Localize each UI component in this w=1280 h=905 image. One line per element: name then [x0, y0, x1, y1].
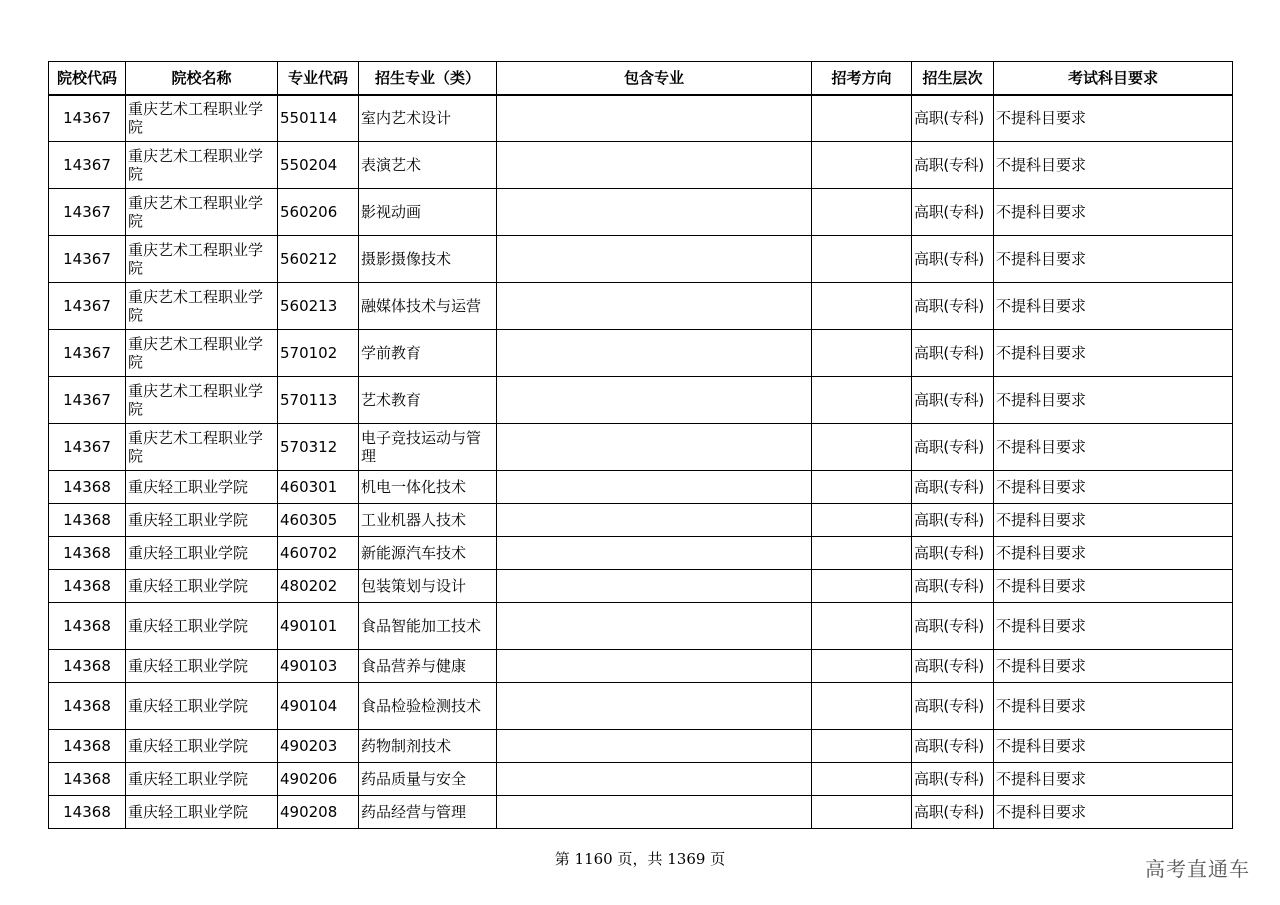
table-row	[49, 142, 1233, 189]
header-included-majors: 包含专业	[497, 62, 812, 95]
cell-included-majors	[497, 796, 812, 829]
cell-direction	[812, 796, 912, 829]
table-row	[49, 283, 1233, 330]
cell-school-name: 重庆艺术工程职业学院	[126, 330, 278, 377]
cell-school-code: 14368	[49, 796, 126, 829]
cell-school-code: 14368	[49, 603, 126, 650]
cell-major-code: 490203	[278, 730, 359, 763]
table-row	[49, 570, 1233, 603]
cell-level: 高职(专科)	[912, 283, 994, 330]
cell-level: 高职(专科)	[912, 330, 994, 377]
cell-included-majors	[497, 236, 812, 283]
cell-requirement: 不提科目要求	[994, 236, 1233, 283]
cell-requirement: 不提科目要求	[994, 424, 1233, 471]
table-row	[49, 377, 1233, 424]
cell-direction	[812, 763, 912, 796]
cell-major: 工业机器人技术	[359, 504, 497, 537]
cell-major: 食品智能加工技术	[359, 603, 497, 650]
table-row	[49, 471, 1233, 504]
cell-school-name: 重庆轻工职业学院	[126, 537, 278, 570]
cell-included-majors	[497, 377, 812, 424]
cell-major: 食品营养与健康	[359, 650, 497, 683]
cell-direction	[812, 471, 912, 504]
cell-school-name: 重庆艺术工程职业学院	[126, 283, 278, 330]
cell-included-majors	[497, 650, 812, 683]
table-row	[49, 796, 1233, 829]
cell-level: 高职(专科)	[912, 763, 994, 796]
cell-school-name: 重庆艺术工程职业学院	[126, 189, 278, 236]
cell-requirement: 不提科目要求	[994, 570, 1233, 603]
cell-level: 高职(专科)	[912, 796, 994, 829]
cell-direction	[812, 730, 912, 763]
cell-school-code: 14367	[49, 142, 126, 189]
cell-school-name: 重庆轻工职业学院	[126, 730, 278, 763]
table-row	[49, 504, 1233, 537]
cell-school-name: 重庆艺术工程职业学院	[126, 377, 278, 424]
cell-school-code: 14368	[49, 650, 126, 683]
cell-direction	[812, 330, 912, 377]
cell-major: 表演艺术	[359, 142, 497, 189]
cell-requirement: 不提科目要求	[994, 189, 1233, 236]
cell-school-code: 14367	[49, 330, 126, 377]
cell-requirement: 不提科目要求	[994, 730, 1233, 763]
cell-included-majors	[497, 471, 812, 504]
cell-major: 艺术教育	[359, 377, 497, 424]
cell-included-majors	[497, 504, 812, 537]
table-body	[49, 95, 1233, 829]
cell-requirement: 不提科目要求	[994, 504, 1233, 537]
page-number: 第 1160 页，共 1369 页	[554, 850, 726, 868]
cell-major: 药品经营与管理	[359, 796, 497, 829]
cell-major: 机电一体化技术	[359, 471, 497, 504]
cell-major-code: 560212	[278, 236, 359, 283]
cell-level: 高职(专科)	[912, 424, 994, 471]
header-school-code: 院校代码	[49, 62, 126, 95]
cell-school-name: 重庆轻工职业学院	[126, 471, 278, 504]
cell-major: 新能源汽车技术	[359, 537, 497, 570]
cell-included-majors	[497, 189, 812, 236]
cell-school-name: 重庆艺术工程职业学院	[126, 424, 278, 471]
cell-major-code: 560213	[278, 283, 359, 330]
cell-major-code: 490103	[278, 650, 359, 683]
cell-requirement: 不提科目要求	[994, 142, 1233, 189]
cell-level: 高职(专科)	[912, 142, 994, 189]
cell-included-majors	[497, 330, 812, 377]
cell-major: 影视动画	[359, 189, 497, 236]
cell-level: 高职(专科)	[912, 570, 994, 603]
table-row	[49, 189, 1233, 236]
cell-requirement: 不提科目要求	[994, 95, 1233, 142]
table-row	[49, 650, 1233, 683]
cell-school-code: 14368	[49, 504, 126, 537]
cell-major: 学前教育	[359, 330, 497, 377]
cell-level: 高职(专科)	[912, 650, 994, 683]
cell-included-majors	[497, 683, 812, 730]
cell-school-name: 重庆艺术工程职业学院	[126, 236, 278, 283]
cell-requirement: 不提科目要求	[994, 763, 1233, 796]
cell-major-code: 570312	[278, 424, 359, 471]
cell-included-majors	[497, 603, 812, 650]
cell-level: 高职(专科)	[912, 95, 994, 142]
table-row	[49, 95, 1233, 142]
cell-level: 高职(专科)	[912, 236, 994, 283]
cell-requirement: 不提科目要求	[994, 330, 1233, 377]
cell-requirement: 不提科目要求	[994, 603, 1233, 650]
cell-direction	[812, 537, 912, 570]
cell-major: 室内艺术设计	[359, 95, 497, 142]
cell-school-code: 14367	[49, 236, 126, 283]
header-major-code: 专业代码	[278, 62, 359, 95]
cell-major: 融媒体技术与运营	[359, 283, 497, 330]
cell-level: 高职(专科)	[912, 504, 994, 537]
cell-school-code: 14368	[49, 730, 126, 763]
cell-school-code: 14367	[49, 377, 126, 424]
header-school-name: 院校名称	[126, 62, 278, 95]
cell-included-majors	[497, 142, 812, 189]
cell-school-name: 重庆艺术工程职业学院	[126, 142, 278, 189]
header-level: 招生层次	[912, 62, 994, 95]
cell-level: 高职(专科)	[912, 683, 994, 730]
cell-direction	[812, 570, 912, 603]
cell-requirement: 不提科目要求	[994, 683, 1233, 730]
cell-school-name: 重庆艺术工程职业学院	[126, 95, 278, 142]
cell-level: 高职(专科)	[912, 189, 994, 236]
cell-school-code: 14367	[49, 424, 126, 471]
cell-major-code: 550114	[278, 95, 359, 142]
cell-major-code: 570102	[278, 330, 359, 377]
header-direction: 招考方向	[812, 62, 912, 95]
cell-direction	[812, 142, 912, 189]
cell-requirement: 不提科目要求	[994, 650, 1233, 683]
cell-level: 高职(专科)	[912, 603, 994, 650]
cell-direction	[812, 650, 912, 683]
cell-major-code: 490101	[278, 603, 359, 650]
cell-direction	[812, 683, 912, 730]
cell-major: 包装策划与设计	[359, 570, 497, 603]
cell-major-code: 490208	[278, 796, 359, 829]
table-row	[49, 330, 1233, 377]
cell-major: 电子竞技运动与管理	[359, 424, 497, 471]
cell-included-majors	[497, 570, 812, 603]
table-row	[49, 683, 1233, 730]
watermark: 高考直通车	[1145, 857, 1250, 881]
cell-school-name: 重庆轻工职业学院	[126, 504, 278, 537]
cell-direction	[812, 603, 912, 650]
cell-major-code: 560206	[278, 189, 359, 236]
cell-major-code: 490206	[278, 763, 359, 796]
cell-major-code: 570113	[278, 377, 359, 424]
cell-school-name: 重庆轻工职业学院	[126, 683, 278, 730]
cell-major-code: 550204	[278, 142, 359, 189]
table-row	[49, 236, 1233, 283]
table-row	[49, 603, 1233, 650]
cell-major-code: 460305	[278, 504, 359, 537]
table-row	[49, 424, 1233, 471]
cell-major: 药品质量与安全	[359, 763, 497, 796]
cell-included-majors	[497, 95, 812, 142]
cell-requirement: 不提科目要求	[994, 471, 1233, 504]
cell-school-code: 14368	[49, 763, 126, 796]
cell-included-majors	[497, 537, 812, 570]
table-row	[49, 537, 1233, 570]
cell-requirement: 不提科目要求	[994, 377, 1233, 424]
cell-direction	[812, 377, 912, 424]
table-row	[49, 763, 1233, 796]
cell-direction	[812, 283, 912, 330]
cell-requirement: 不提科目要求	[994, 537, 1233, 570]
cell-direction	[812, 236, 912, 283]
cell-included-majors	[497, 763, 812, 796]
cell-school-code: 14368	[49, 570, 126, 603]
cell-level: 高职(专科)	[912, 471, 994, 504]
cell-school-name: 重庆轻工职业学院	[126, 796, 278, 829]
cell-direction	[812, 504, 912, 537]
table-row	[49, 730, 1233, 763]
cell-school-name: 重庆轻工职业学院	[126, 570, 278, 603]
cell-major-code: 460702	[278, 537, 359, 570]
cell-school-code: 14368	[49, 471, 126, 504]
table-header	[49, 62, 1233, 95]
cell-school-code: 14368	[49, 683, 126, 730]
cell-major: 药物制剂技术	[359, 730, 497, 763]
cell-requirement: 不提科目要求	[994, 283, 1233, 330]
header-major: 招生专业（类）	[359, 62, 497, 95]
cell-major-code: 460301	[278, 471, 359, 504]
cell-school-name: 重庆轻工职业学院	[126, 763, 278, 796]
cell-requirement: 不提科目要求	[994, 796, 1233, 829]
cell-included-majors	[497, 424, 812, 471]
cell-school-code: 14367	[49, 189, 126, 236]
header-requirement: 考试科目要求	[994, 62, 1233, 95]
cell-direction	[812, 95, 912, 142]
cell-direction	[812, 424, 912, 471]
cell-major: 摄影摄像技术	[359, 236, 497, 283]
cell-school-code: 14367	[49, 95, 126, 142]
cell-level: 高职(专科)	[912, 537, 994, 570]
cell-direction	[812, 189, 912, 236]
cell-included-majors	[497, 283, 812, 330]
cell-major: 食品检验检测技术	[359, 683, 497, 730]
cell-major-code: 480202	[278, 570, 359, 603]
cell-school-code: 14368	[49, 537, 126, 570]
cell-major-code: 490104	[278, 683, 359, 730]
cell-level: 高职(专科)	[912, 377, 994, 424]
cell-school-code: 14367	[49, 283, 126, 330]
cell-level: 高职(专科)	[912, 730, 994, 763]
cell-included-majors	[497, 730, 812, 763]
majors-table	[48, 61, 1233, 829]
cell-school-name: 重庆轻工职业学院	[126, 650, 278, 683]
cell-school-name: 重庆轻工职业学院	[126, 603, 278, 650]
